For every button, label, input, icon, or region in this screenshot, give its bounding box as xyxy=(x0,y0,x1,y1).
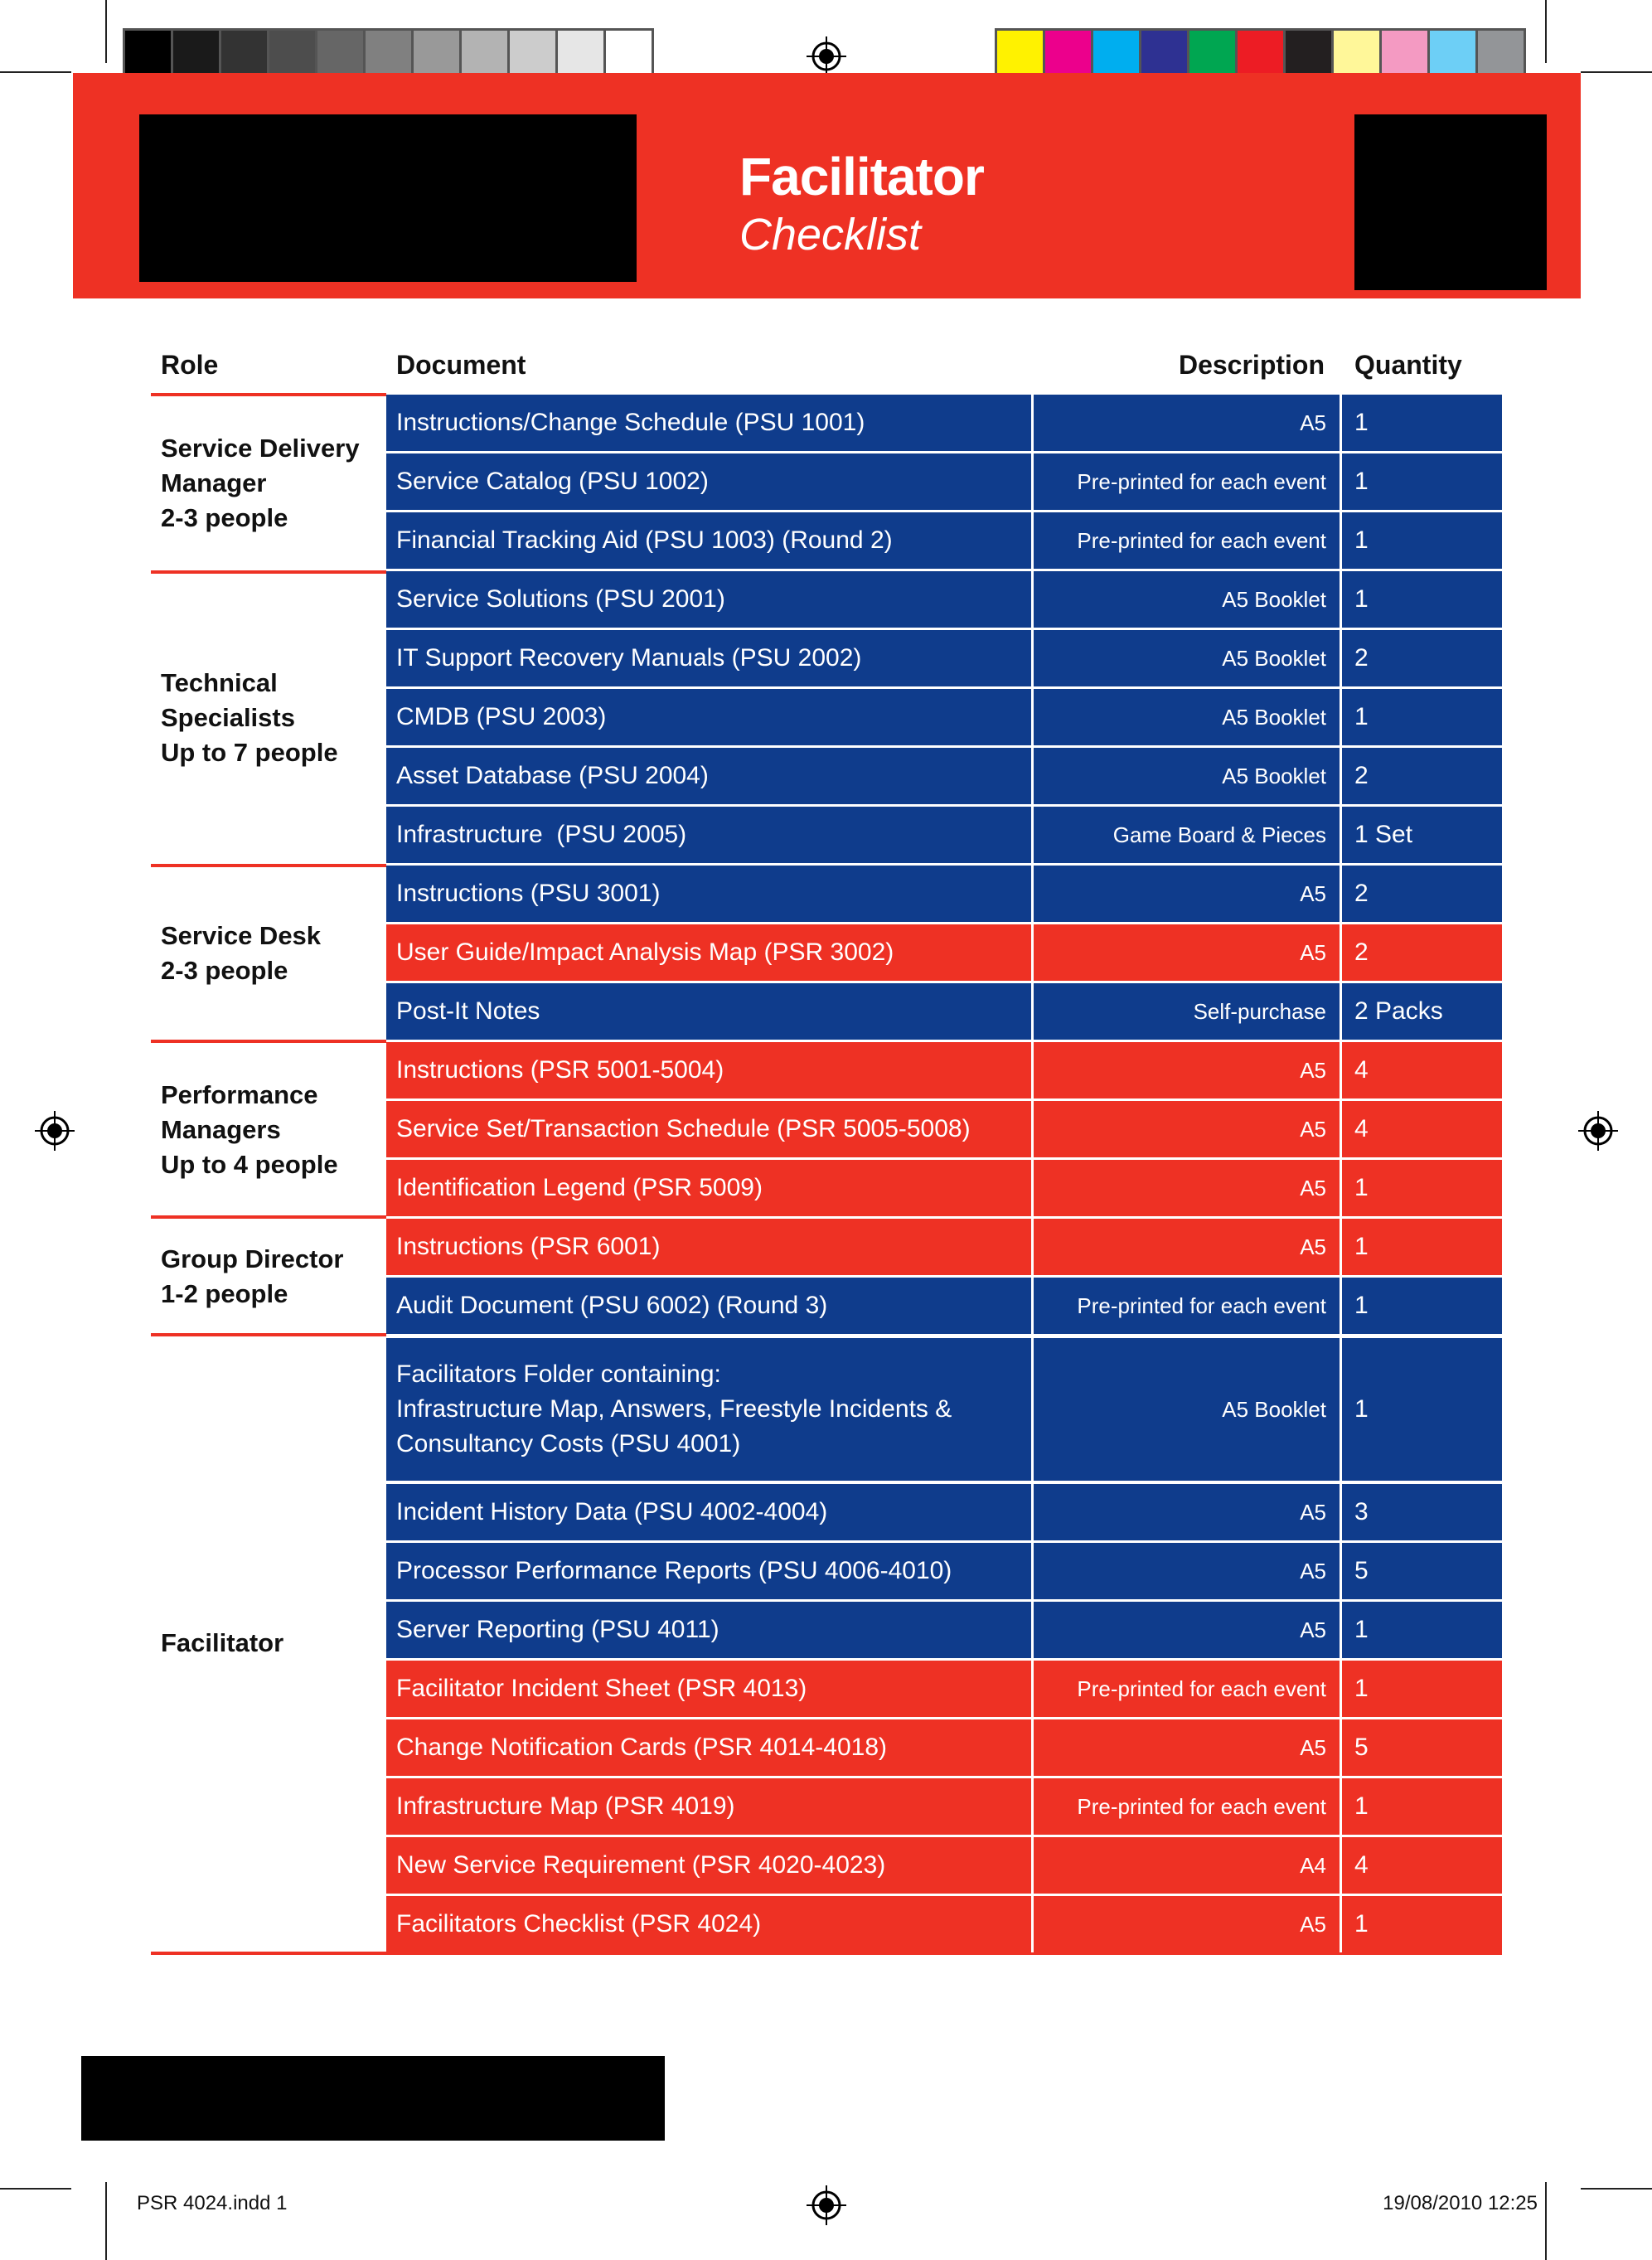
role-line: Technical xyxy=(161,668,278,697)
crop-mark xyxy=(1581,2188,1652,2190)
column-header-role: Role xyxy=(161,350,219,380)
role-line: Performance xyxy=(161,1080,318,1109)
document-cell: Service Solutions (PSU 2001) xyxy=(396,585,725,613)
document-cell: Post-It Notes xyxy=(396,997,540,1025)
description-cell: A5 Booklet xyxy=(1222,704,1326,730)
description-cell: A5 xyxy=(1300,410,1326,435)
column-header-document: Document xyxy=(396,350,526,380)
document-cell xyxy=(396,1338,952,1481)
document-cell: Instructions (PSR 6001) xyxy=(396,1233,661,1260)
description-cell: A5 Booklet xyxy=(1222,645,1326,671)
column-divider xyxy=(1340,1484,1342,1540)
table-row xyxy=(386,1338,1502,1481)
crop-mark xyxy=(105,0,107,63)
document-cell: Instructions/Change Schedule (PSU 1001) xyxy=(396,409,865,436)
column-divider xyxy=(1031,748,1034,804)
column-divider xyxy=(1340,453,1342,510)
document-cell: CMDB (PSU 2003) xyxy=(396,703,607,730)
group-rule xyxy=(151,864,386,867)
document-line: Infrastructure Map, Answers, Freestyle Incidents & xyxy=(396,1395,952,1423)
quantity-cell: 1 xyxy=(1354,585,1369,613)
quantity-cell: 1 xyxy=(1354,1292,1369,1319)
table-row xyxy=(386,1160,1502,1216)
group-rule xyxy=(151,1040,386,1043)
role-line: 2-3 people xyxy=(161,503,288,532)
table-row xyxy=(386,1896,1502,1952)
column-divider xyxy=(1031,1042,1034,1098)
column-divider xyxy=(1340,395,1342,451)
role-line: Managers xyxy=(161,1115,281,1144)
document-line: Consultancy Costs (PSU 4001) xyxy=(396,1430,741,1457)
table-row xyxy=(386,748,1502,804)
table-row xyxy=(386,924,1502,981)
description-cell: Self-purchase xyxy=(1193,998,1326,1024)
description-cell: A5 Booklet xyxy=(1222,1396,1326,1422)
description-cell: A5 xyxy=(1300,1057,1326,1083)
quantity-cell: 2 xyxy=(1354,938,1369,966)
description-cell: Pre-printed for each event xyxy=(1077,1292,1326,1318)
page-subtitle: Checklist xyxy=(739,210,922,259)
group-rule xyxy=(151,1215,386,1219)
table-row xyxy=(386,1661,1502,1717)
role-label xyxy=(161,1626,283,1661)
column-divider xyxy=(1031,571,1034,628)
document-cell: Facilitators Checklist (PSR 4024) xyxy=(396,1910,762,1937)
column-divider xyxy=(1031,1543,1034,1599)
quantity-cell: 4 xyxy=(1354,1115,1369,1142)
column-divider xyxy=(1340,1160,1342,1216)
description-cell: A5 xyxy=(1300,1734,1326,1760)
quantity-cell: 1 xyxy=(1354,526,1369,554)
column-divider xyxy=(1340,1219,1342,1275)
document-cell: New Service Requirement (PSR 4020-4023) xyxy=(396,1851,886,1879)
quantity-cell: 1 xyxy=(1354,1675,1369,1702)
description-cell: Pre-printed for each event xyxy=(1077,1676,1326,1701)
role-line: 2-3 people xyxy=(161,956,288,985)
table-row xyxy=(386,1719,1502,1776)
column-divider xyxy=(1031,630,1034,686)
quantity-cell: 1 xyxy=(1354,1233,1369,1260)
registration-mark-icon xyxy=(35,1111,75,1151)
role-label xyxy=(161,1078,338,1182)
redacted-footer-block xyxy=(81,2056,665,2141)
document-cell: IT Support Recovery Manuals (PSU 2002) xyxy=(396,644,862,672)
table-row xyxy=(386,689,1502,745)
column-divider xyxy=(1340,748,1342,804)
column-divider xyxy=(1340,1278,1342,1334)
column-divider xyxy=(1340,1778,1342,1835)
document-cell: Incident History Data (PSU 4002-4004) xyxy=(396,1498,828,1525)
document-cell: Instructions (PSU 3001) xyxy=(396,880,661,907)
document-cell: Asset Database (PSU 2004) xyxy=(396,762,709,789)
role-line: Service Delivery xyxy=(161,434,360,463)
page-title: Facilitator xyxy=(739,147,984,206)
column-divider xyxy=(1340,1101,1342,1157)
crop-mark xyxy=(1545,2182,1547,2260)
description-cell: Pre-printed for each event xyxy=(1077,1793,1326,1819)
quantity-cell: 1 xyxy=(1354,1616,1369,1643)
quantity-cell: 1 xyxy=(1354,1174,1369,1201)
description-cell: A5 xyxy=(1300,880,1326,906)
crop-mark xyxy=(0,2188,71,2190)
column-divider xyxy=(1340,866,1342,922)
quantity-cell: 1 xyxy=(1354,1910,1369,1937)
description-cell: A5 xyxy=(1300,1175,1326,1200)
document-cell: Service Catalog (PSU 1002) xyxy=(396,468,709,495)
registration-mark-icon xyxy=(807,36,846,76)
role-label xyxy=(161,919,321,988)
redacted-badge xyxy=(1354,114,1547,290)
role-line: Up to 7 people xyxy=(161,738,338,767)
crop-mark xyxy=(1581,71,1652,73)
role-label xyxy=(161,1242,343,1312)
quantity-cell: 2 Packs xyxy=(1354,997,1443,1025)
column-divider xyxy=(1031,1778,1034,1835)
description-cell: A5 xyxy=(1300,1911,1326,1937)
document-cell: Facilitator Incident Sheet (PSR 4013) xyxy=(396,1675,807,1702)
document-line: Facilitators Folder containing: xyxy=(396,1360,721,1388)
table-row xyxy=(386,571,1502,628)
column-divider xyxy=(1031,1219,1034,1275)
column-divider xyxy=(1031,924,1034,981)
quantity-cell: 5 xyxy=(1354,1557,1369,1584)
column-divider xyxy=(1340,630,1342,686)
quantity-cell: 1 xyxy=(1354,409,1369,436)
table-row xyxy=(386,630,1502,686)
column-divider xyxy=(1031,1338,1034,1481)
crop-mark xyxy=(1545,0,1547,63)
description-cell: A5 Booklet xyxy=(1222,586,1326,612)
column-header-quantity: Quantity xyxy=(1354,350,1462,380)
column-divider xyxy=(1340,571,1342,628)
quantity-cell: 2 xyxy=(1354,762,1369,789)
table-row xyxy=(386,1543,1502,1599)
document-cell: Financial Tracking Aid (PSU 1003) (Round 2) xyxy=(396,526,893,554)
column-divider xyxy=(1340,1719,1342,1776)
crop-mark xyxy=(105,2182,107,2260)
description-cell: Pre-printed for each event xyxy=(1077,468,1326,494)
table-row xyxy=(386,512,1502,569)
role-line: Specialists xyxy=(161,703,295,732)
column-divider xyxy=(1340,807,1342,863)
description-cell: Pre-printed for each event xyxy=(1077,527,1326,553)
table-row xyxy=(386,1837,1502,1894)
column-divider xyxy=(1031,1719,1034,1776)
table-row xyxy=(386,866,1502,922)
column-divider xyxy=(1340,689,1342,745)
table-row xyxy=(386,1278,1502,1334)
document-cell: Server Reporting (PSU 4011) xyxy=(396,1616,719,1643)
document-cell: Infrastructure Map (PSR 4019) xyxy=(396,1792,735,1820)
table-row xyxy=(386,983,1502,1040)
document-cell: Identification Legend (PSR 5009) xyxy=(396,1174,763,1201)
column-divider xyxy=(1340,983,1342,1040)
column-divider xyxy=(1340,1543,1342,1599)
role-label xyxy=(161,666,338,770)
group-rule xyxy=(151,570,386,574)
redacted-logo xyxy=(139,114,637,282)
registration-mark-icon xyxy=(1578,1111,1618,1151)
quantity-cell: 1 xyxy=(1354,468,1369,495)
quantity-cell: 1 xyxy=(1354,703,1369,730)
description-cell: A5 xyxy=(1300,1617,1326,1642)
description-cell: A5 xyxy=(1300,1499,1326,1525)
column-divider xyxy=(1340,1042,1342,1098)
column-divider xyxy=(1340,1661,1342,1717)
description-cell: A5 xyxy=(1300,939,1326,965)
role-line: Manager xyxy=(161,468,267,497)
role-line: Group Director xyxy=(161,1244,344,1273)
quantity-cell: 3 xyxy=(1354,1498,1369,1525)
role-line: Service Desk xyxy=(161,921,322,950)
document-cell: Audit Document (PSU 6002) (Round 3) xyxy=(396,1292,828,1319)
role-line: 1-2 people xyxy=(161,1279,288,1308)
column-divider xyxy=(1340,1837,1342,1894)
description-cell: A5 xyxy=(1300,1558,1326,1583)
description-cell: A4 xyxy=(1300,1852,1326,1878)
column-divider xyxy=(1031,1160,1034,1216)
quantity-cell: 1 xyxy=(1354,1395,1369,1423)
column-divider xyxy=(1340,1602,1342,1658)
description-cell: A5 xyxy=(1300,1116,1326,1142)
footer-timestamp: 19/08/2010 12:25 xyxy=(1383,2192,1538,2214)
column-divider xyxy=(1340,924,1342,981)
quantity-cell: 1 Set xyxy=(1354,821,1413,848)
role-label xyxy=(161,431,360,536)
description-cell: A5 xyxy=(1300,1234,1326,1259)
registration-mark-icon xyxy=(807,2185,846,2225)
column-divider xyxy=(1031,689,1034,745)
quantity-cell: 5 xyxy=(1354,1734,1369,1761)
column-divider xyxy=(1031,1484,1034,1540)
table-row xyxy=(386,807,1502,863)
table-row xyxy=(386,1042,1502,1098)
crop-mark xyxy=(0,71,71,73)
role-line: Up to 4 people xyxy=(161,1150,338,1179)
column-divider xyxy=(1031,807,1034,863)
column-divider xyxy=(1031,1896,1034,1952)
role-line: Facilitator xyxy=(161,1628,284,1657)
quantity-cell: 2 xyxy=(1354,880,1369,907)
group-rule xyxy=(151,393,386,396)
document-cell: Processor Performance Reports (PSU 4006-4010) xyxy=(396,1557,952,1584)
column-divider xyxy=(1031,1278,1034,1334)
table-row xyxy=(386,1778,1502,1835)
document-cell: Instructions (PSR 5001-5004) xyxy=(396,1056,724,1084)
quantity-cell: 2 xyxy=(1354,644,1369,672)
column-divider xyxy=(1340,1338,1342,1481)
column-divider xyxy=(1031,1661,1034,1717)
document-cell: Service Set/Transaction Schedule (PSR 5005-5008) xyxy=(396,1115,971,1142)
table-row xyxy=(386,395,1502,451)
table-row xyxy=(386,1484,1502,1540)
quantity-cell: 4 xyxy=(1354,1851,1369,1879)
column-divider xyxy=(1340,512,1342,569)
quantity-cell: 4 xyxy=(1354,1056,1369,1084)
column-divider xyxy=(1031,866,1034,922)
document-cell: Infrastructure (PSU 2005) xyxy=(396,821,687,848)
column-divider xyxy=(1031,1101,1034,1157)
column-divider xyxy=(1031,395,1034,451)
description-cell: Game Board & Pieces xyxy=(1112,822,1326,847)
column-header-description: Description xyxy=(1178,350,1325,380)
column-divider xyxy=(1031,983,1034,1040)
document-cell: User Guide/Impact Analysis Map (PSR 3002) xyxy=(396,938,894,966)
table-row xyxy=(386,453,1502,510)
column-divider xyxy=(1031,1837,1034,1894)
group-rule xyxy=(151,1333,386,1336)
footer-filename: PSR 4024.indd 1 xyxy=(137,2192,288,2214)
table-row xyxy=(386,1602,1502,1658)
column-divider xyxy=(1031,512,1034,569)
table-row xyxy=(386,1219,1502,1275)
quantity-cell: 1 xyxy=(1354,1792,1369,1820)
column-divider xyxy=(1031,1602,1034,1658)
column-divider xyxy=(1340,1896,1342,1952)
document-cell: Change Notification Cards (PSR 4014-4018) xyxy=(396,1734,887,1761)
table-row xyxy=(386,1101,1502,1157)
column-divider xyxy=(1031,453,1034,510)
description-cell: A5 Booklet xyxy=(1222,763,1326,788)
